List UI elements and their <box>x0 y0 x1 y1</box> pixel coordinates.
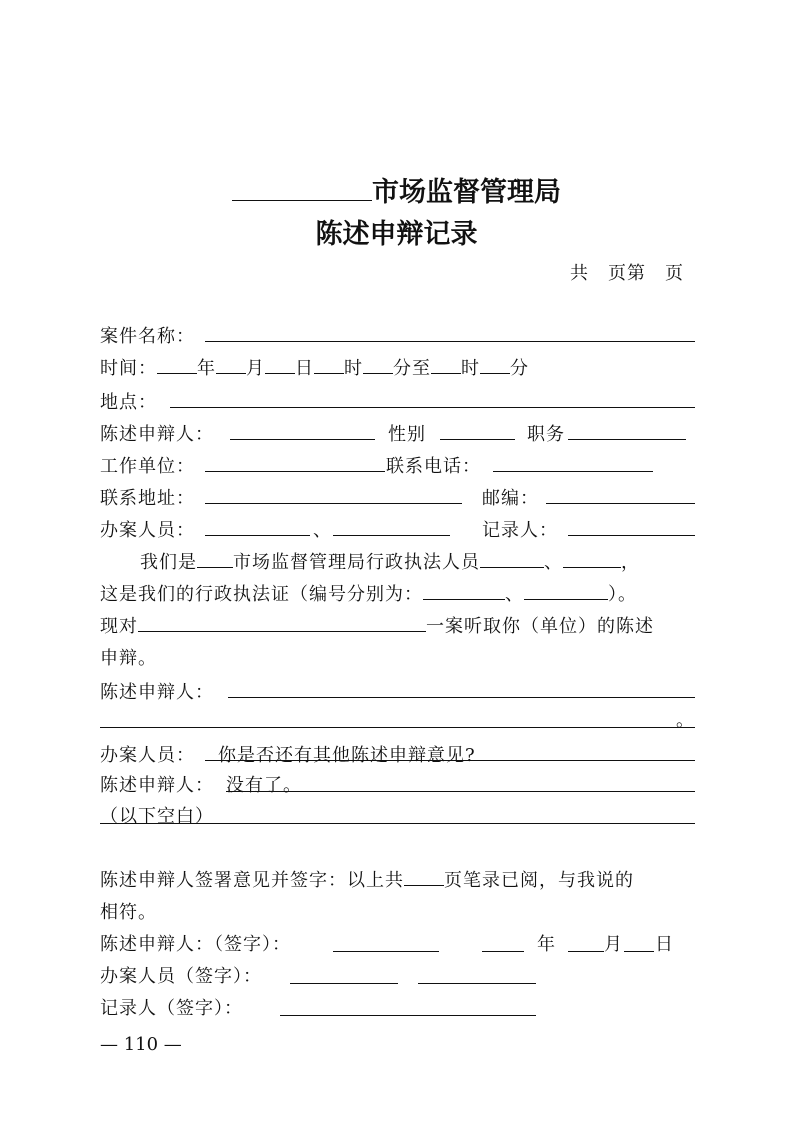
case-name-field[interactable] <box>205 340 695 342</box>
p2-text-a: 这是我们的行政执法证（编号分别为： <box>100 584 423 605</box>
work-unit-field[interactable] <box>205 470 385 472</box>
sign-text-b: 页笔录已阅，与我说的 <box>444 870 634 891</box>
page-info: 共 页第 页 <box>570 263 684 284</box>
time-row <box>100 354 529 380</box>
case-name-label: 案件名称： <box>100 326 195 347</box>
paragraph-line-3 <box>100 612 654 638</box>
cert-1-blank[interactable] <box>423 598 505 600</box>
applicant-sign-month-label: 月 <box>604 934 623 955</box>
day-label: 日 <box>295 358 314 379</box>
position-label: 职务 <box>527 424 565 445</box>
postcode-label: 邮编： <box>482 488 539 509</box>
p2-close: ）。 <box>608 584 637 605</box>
recorder-sign-field[interactable] <box>280 1014 536 1016</box>
statement-field-line-1[interactable] <box>228 696 695 698</box>
minute-field-2[interactable] <box>480 372 510 374</box>
applicant-sign-day-field[interactable] <box>624 950 654 952</box>
applicant-sign-field[interactable] <box>333 950 439 952</box>
day-field[interactable] <box>265 372 295 374</box>
qa-applicant-answer: 没有了。 <box>226 775 302 796</box>
hour-field-1[interactable] <box>314 372 344 374</box>
address-label: 联系地址： <box>100 488 195 509</box>
address-field[interactable] <box>205 502 462 504</box>
blank-note: （以下空白） <box>100 806 214 827</box>
staff-2-blank[interactable] <box>563 566 621 568</box>
page-number: — 110 — <box>100 1034 182 1055</box>
year-field[interactable] <box>157 372 197 374</box>
case-blank[interactable] <box>138 630 426 632</box>
hour-label-1: 时 <box>344 358 363 379</box>
year-label: 年 <box>197 358 216 379</box>
applicant-sign-year-field[interactable] <box>482 950 524 952</box>
applicant-label: 陈述申辩人： <box>100 424 214 445</box>
sign-line-1 <box>100 866 634 892</box>
recorder-field[interactable] <box>568 534 695 536</box>
sign-text-a: 陈述申辩人签署意见并签字：以上共 <box>100 870 404 891</box>
officers-separator: 、 <box>313 520 332 541</box>
minute-field-1[interactable] <box>363 372 393 374</box>
applicant-field[interactable] <box>230 438 375 440</box>
p1-text-a: 我们是 <box>140 552 197 573</box>
officers-label: 办案人员： <box>100 520 195 541</box>
statement-end-mark: 。 <box>676 710 695 731</box>
qa-officer-question: 你是否还有其他陈述申辩意见? <box>218 745 476 766</box>
qa-applicant-line <box>226 790 695 792</box>
place-label: 地点： <box>100 392 157 413</box>
p3-text-a: 现对 <box>100 616 138 637</box>
officer-sign-field-2[interactable] <box>418 982 536 984</box>
p3-text-b: 一案听取你（单位）的陈述 <box>426 616 654 637</box>
hour-field-2[interactable] <box>431 372 461 374</box>
blank-note-line <box>100 822 695 824</box>
p1-comma: ， <box>621 552 640 573</box>
time-label: 时间： <box>100 358 157 379</box>
phone-label: 联系电话： <box>386 456 481 477</box>
gender-field[interactable] <box>440 438 515 440</box>
recorder-sign-label: 记录人（签字）： <box>100 998 243 1019</box>
phone-field[interactable] <box>493 470 653 472</box>
officer-2-field[interactable] <box>333 534 450 536</box>
qa-officer-line <box>205 759 695 761</box>
applicant-sign-label: 陈述申辩人：（签字）： <box>100 934 291 955</box>
postcode-field[interactable] <box>546 502 695 504</box>
agency-title <box>0 170 793 209</box>
officer-1-field[interactable] <box>205 534 310 536</box>
qa-applicant-label: 陈述申辩人： <box>100 775 214 796</box>
gender-label: 性别 <box>388 424 426 445</box>
recorder-label: 记录人： <box>482 520 558 541</box>
place-field[interactable] <box>170 406 695 408</box>
document-title: 陈述申辩记录 <box>315 219 478 250</box>
qa-officer-label: 办案人员： <box>100 745 195 766</box>
applicant-sign-year-label: 年 <box>537 934 556 955</box>
cert-2-blank[interactable] <box>524 598 608 600</box>
officer-sign-label: 办案人员（签字）： <box>100 966 262 987</box>
paragraph-line-1 <box>140 548 640 574</box>
p1-text-b: 市场监督管理局行政执法人员 <box>233 552 480 573</box>
applicant-sign-day-label: 日 <box>655 934 674 955</box>
agency-suffix: 市场监督管理局 <box>372 177 561 208</box>
officer-sign-field-1[interactable] <box>290 982 398 984</box>
page-count-blank[interactable] <box>404 884 444 886</box>
staff-1-blank[interactable] <box>480 566 544 568</box>
statement-applicant-label: 陈述申辩人： <box>100 682 214 703</box>
work-unit-label: 工作单位： <box>100 456 195 477</box>
paragraph-line-4: 申辩。 <box>100 648 157 669</box>
minute-label-2: 分 <box>510 358 529 379</box>
hour-label-2: 时 <box>461 358 480 379</box>
agency-blank[interactable] <box>197 566 233 568</box>
month-field[interactable] <box>216 372 246 374</box>
month-label: 月 <box>246 358 265 379</box>
position-field[interactable] <box>568 438 686 440</box>
p1-sep: 、 <box>544 552 563 573</box>
agency-name-blank <box>232 199 372 201</box>
p2-sep: 、 <box>505 584 524 605</box>
minute-label-1: 分至 <box>393 358 431 379</box>
statement-field-line-2[interactable] <box>100 726 695 728</box>
applicant-sign-month-field[interactable] <box>568 950 604 952</box>
paragraph-line-2 <box>100 580 637 606</box>
sign-line-2: 相符。 <box>100 902 157 923</box>
